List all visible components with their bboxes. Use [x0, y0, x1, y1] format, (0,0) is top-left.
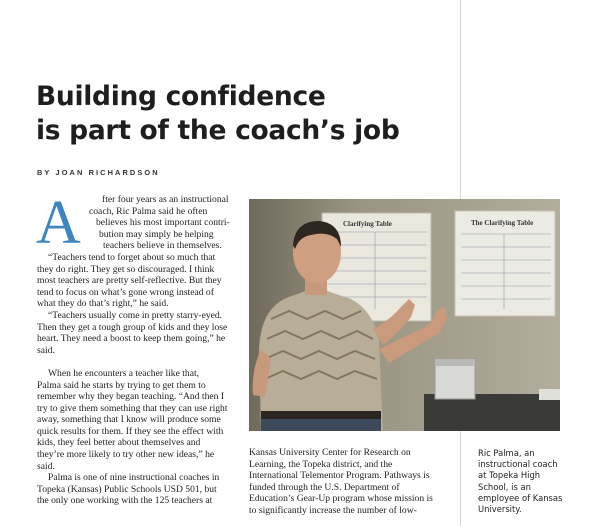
flipchart-2-title: The Clarifying Table — [471, 219, 534, 227]
column-1-line: “Teachers tend to forget about so much that — [48, 251, 216, 263]
column-1-line: Palma said he starts by trying to get them to — [37, 379, 206, 391]
column-1-line: remember why they began teaching. “And then I — [37, 391, 225, 403]
column-1-line: what they do that’s right,” he said. — [37, 298, 169, 310]
column-1-line: Topeka (Kansas) Public Schools USD 501, but — [37, 483, 217, 495]
caption-line: University. — [478, 503, 522, 514]
photo-caption — [478, 448, 588, 515]
column-2-line: Learning, the Topeka district, and the — [249, 458, 393, 470]
column-1-line: try to give them something that they can use right — [37, 402, 228, 414]
column-1-line: believes his most important contri- — [96, 217, 230, 229]
column-1-line: Palma is one of nine instructional coaches in — [48, 472, 220, 484]
article-column-1 — [36, 189, 233, 507]
column-1-line: they’re more likely to try other new ideas,” he — [37, 449, 215, 461]
column-1-line: said. — [37, 460, 55, 472]
caption-line: at Topeka High — [478, 470, 541, 481]
column-1-line: “Teachers usually come in pretty starry-eyed. — [48, 309, 223, 321]
column-1-line: Then they get a tough group of kids and they lose — [37, 321, 228, 333]
column-1-line: quick results for them. If they see the effect with — [37, 425, 224, 437]
headline-line-2: is part of the coach’s job — [36, 115, 400, 146]
column-2-line: to significantly increase the number of low- — [249, 504, 417, 516]
headline-line-1: Building confidence — [36, 81, 326, 112]
byline: BY JOAN RICHARDSON — [37, 168, 160, 177]
column-1-line: most teachers are pretty self-reflective. But they — [37, 275, 222, 287]
column-2-line: International Telementor Program. Pathways is — [249, 470, 430, 482]
article-column-2 — [249, 447, 459, 517]
column-1-line: they do right. They get so discouraged. I think — [37, 263, 215, 275]
column-1-line: coach, Ric Palma said he often — [89, 205, 208, 217]
article-headline — [36, 80, 456, 148]
caption-line: School, is an — [478, 481, 531, 492]
column-1-line: away, something that I know will produce some — [37, 414, 221, 426]
column-1-line: fter four years as an instructional — [102, 194, 229, 205]
column-1-line: heart. They need a boost to keep them going,” he — [37, 333, 226, 345]
column-2-line: Kansas University Center for Research on — [249, 447, 411, 458]
column-2-line: funded through the U.S. Department of — [249, 481, 400, 493]
column-1-line: kids, they feel better about themselves and — [37, 437, 201, 449]
column-1-line: bution may simply be helping — [99, 228, 214, 240]
column-1-line: said. — [37, 344, 55, 356]
photo-illustration — [249, 199, 560, 431]
flipchart-1-title: Clarifying Table — [343, 220, 392, 228]
caption-line: Ric Palma, an — [478, 448, 535, 458]
caption-line: employee of Kansas — [478, 492, 563, 503]
column-1-line: When he encounters a teacher like that, — [48, 367, 200, 379]
column-1-line: tend to focus on what’s gone wrong instead of — [37, 286, 214, 298]
column-1-line — [37, 356, 233, 368]
caption-line: instructional coach — [478, 459, 558, 470]
article-photo — [249, 199, 560, 431]
column-1-line: the only one working with the 125 teachers at — [37, 495, 213, 507]
drop-cap: A — [36, 189, 81, 257]
column-2-line: Education’s Gear-Up program whose mission is — [249, 493, 433, 505]
column-1-line: teachers believe in themselves. — [103, 240, 222, 252]
